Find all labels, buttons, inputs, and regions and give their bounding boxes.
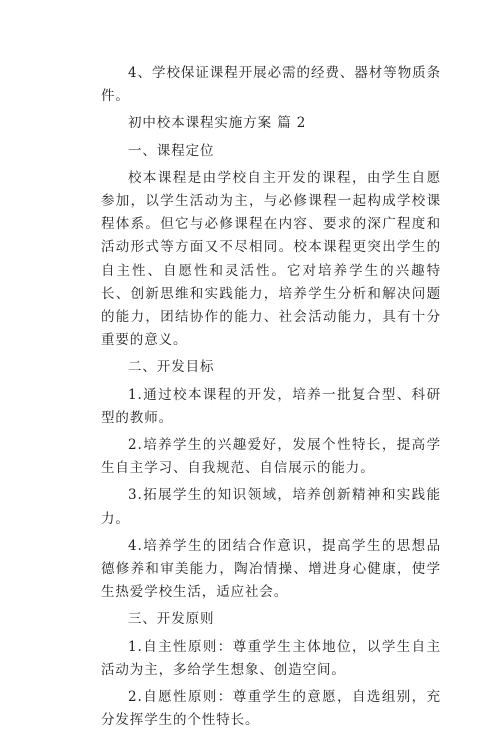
- heading-development-goals: 二、开发目标: [128, 359, 215, 376]
- heading-development-principles: 三、开发原则: [128, 611, 215, 628]
- goal-item-3: 3.拓展学生的知识领域，培养创新精神和实践能力。: [101, 487, 441, 527]
- principle-item-1: 1.自主性原则：尊重学生主体地位，以学生自主活动为主，多给学生想象、创造空间。: [101, 638, 441, 678]
- heading-course-positioning: 一、课程定位: [128, 142, 215, 159]
- section-title: 初中校本课程实施方案 篇 2: [128, 115, 307, 132]
- goal-item-4: 4.培养学生的团结合作意识，提高学生的思想品德修养和审美能力，陶冶情操、增进身心健康，使学生热爱学校生活，适应社会。: [101, 537, 441, 601]
- document-body: [101, 62, 441, 736]
- paragraph-condition-4: 4、学校保证课程开展必需的经费、器材等物质条件。: [101, 65, 441, 105]
- goal-item-1: 1.通过校本课程的开发，培养一批复合型、科研型的教师。: [101, 386, 441, 426]
- principle-item-2: 2.自愿性原则：尊重学生的意愿，自选组别，充分发挥学生的个性特长。: [101, 689, 441, 729]
- goal-item-2: 2.培养学生的兴趣爱好，发展个性特长，提高学生自主学习、自我规范、自信展示的能力。: [101, 437, 441, 477]
- paragraph-course-positioning: 校本课程是由学校自主开发的课程，由学生自愿参加，以学生活动为主，与必修课程一起构成学校课程体系。但它与必修课程在内容、要求的深广程度和活动形式等方面又不尽相同。校本课程更突出学生的自主性、自愿性和灵活性。它对培养学生的兴趣特长、创新思维和实践能力，培养学生分析和解决问题的能力，团结协作的能力、社会活动能力，具有十分重要的意义。: [101, 169, 441, 349]
